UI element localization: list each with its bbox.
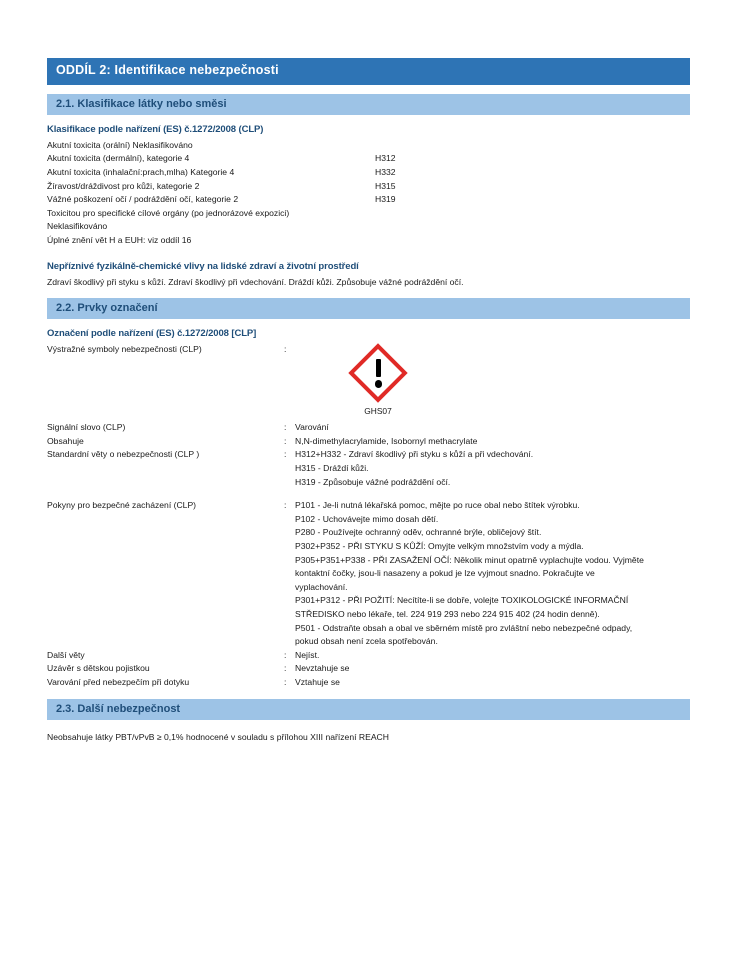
row-value [295, 649, 690, 663]
table-row [47, 139, 690, 153]
row-value [295, 499, 690, 649]
row-label: Pokyny pro bezpečné zacházení (CLP) [47, 500, 197, 511]
value-line: vyplachování. [295, 581, 348, 592]
colon: : [284, 422, 287, 433]
labelling-table [47, 343, 690, 689]
table-row [47, 499, 690, 649]
table-row [47, 649, 690, 663]
colon: : [284, 663, 287, 674]
value-line: P102 - Uchovávejte mimo dosah dětí. [295, 513, 439, 524]
colon: : [284, 435, 287, 446]
table-row [47, 207, 690, 221]
value-line: P301+P312 - PŘI POŽITÍ: Necítíte-li se dobře, volejte TOXIKOLOGICKÉ INFORMAČNÍ [295, 595, 629, 606]
pictogram-code: GHS07 [364, 406, 392, 417]
classification-heading: Klasifikace podle nařízení (ES) č.1272/2008 (CLP) [47, 123, 264, 135]
value-line: Vztahuje se [295, 676, 340, 687]
table-row [47, 193, 690, 207]
section-title-bar: ODDÍL 2: Identifikace nebezpečnosti [47, 58, 690, 85]
value-line: pokud obsah není zcela spotřebován. [295, 636, 438, 647]
row-value [295, 662, 690, 676]
value-line: P101 - Je-li nutná lékařská pomoc, mějte po ruce obal nebo štítek výrobku. [295, 500, 580, 511]
row-label: Uzávěr s dětskou pojistkou [47, 663, 150, 674]
colon: : [284, 676, 287, 687]
subsection-bar-2-2: 2.2. Prvky označení [47, 298, 690, 319]
subsection-bar-2-3: 2.3. Další nebezpečnost [47, 699, 690, 720]
colon: : [284, 649, 287, 660]
table-row [47, 234, 690, 248]
table-row [47, 448, 690, 489]
h-code: H312 [375, 153, 396, 164]
table-row [47, 180, 690, 194]
exclamation-mark-icon [348, 343, 408, 403]
h-code: H319 [375, 194, 396, 205]
h-code: H315 [375, 180, 396, 191]
row-label: Obsahuje [47, 435, 84, 446]
classification-text: Akutní toxicita (dermální), kategorie 4 [47, 153, 190, 164]
row-value [295, 435, 690, 449]
value-line: P280 - Používejte ochranný oděv, ochranné brýle, obličejový štít. [295, 527, 542, 538]
value-line: N,N-dimethylacrylamide, Isobornyl methacrylate [295, 435, 478, 446]
exclamation-dot [375, 380, 383, 388]
value-line: Varování [295, 422, 329, 433]
exclamation-bar [376, 359, 382, 377]
colon: : [284, 344, 287, 355]
table-row [47, 152, 690, 166]
row-label: Další věty [47, 649, 85, 660]
table-row [47, 662, 690, 676]
value-line: H315 - Dráždí kůži. [295, 463, 369, 474]
classification-text: Toxicitou pro specifické cílové orgány (po jednorázové expozici) [47, 207, 290, 218]
value-line: STŘEDISKO nebo lékaře, tel. 224 919 293 nebo 224 915 402 (24 hodin denně). [295, 609, 600, 619]
value-line: kontaktní čočky, jsou-li nasazeny a pokud je lze vyjmout snadno. Pokračujte ve [295, 568, 595, 579]
labelling-heading: Označení podle nařízení (ES) č.1272/2008 [CLP] [47, 328, 257, 340]
row-value [295, 421, 690, 435]
ghs-pictogram [342, 343, 414, 419]
h-code: H332 [375, 167, 396, 178]
classification-text: Žíravost/dráždivost pro kůži, kategorie 2 [47, 180, 200, 191]
table-row [47, 166, 690, 180]
value-line: Nevztahuje se [295, 663, 350, 674]
colon: : [284, 500, 287, 511]
pictogram-label: Výstražné symboly nebezpečnosti (CLP) [47, 344, 202, 355]
adverse-effects-heading: Nepříznivé fyzikálně-chemické vlivy na lidské zdraví a životní prostředí [47, 260, 359, 272]
table-row [47, 676, 690, 690]
classification-text: Akutní toxicita (orální) Neklasifikováno [47, 139, 193, 150]
row-value [295, 448, 690, 489]
value-line: Nejíst. [295, 649, 320, 660]
value-line: H312+H332 - Zdraví škodlivý při styku s kůží a při vdechování. [295, 449, 534, 460]
row-label: Varování před nebezpečím při dotyku [47, 676, 190, 687]
table-row-pictogram [47, 343, 690, 421]
value-line: P302+P352 - PŘI STYKU S KŮŽÍ: Omyjte velkým množstvím vody a mýdla. [295, 541, 584, 552]
classification-text: Neklasifikováno [47, 221, 108, 232]
classification-text: Vážné poškození očí / podráždění očí, kategorie 2 [47, 194, 239, 205]
value-line: P305+P351+P338 - PŘI ZASAŽENÍ OČÍ: Několik minut opatrně vyplachujte vodou. Vyjměte [295, 554, 644, 565]
value-line: P501 - Odstraňte obsah a obal ve sběrném místě pro zvláštní nebo nebezpečné odpady, [295, 622, 633, 633]
other-hazards-text: Neobsahuje látky PBT/vPvB ≥ 0,1% hodnocené v souladu s přílohou XIII nařízení REACH [47, 731, 389, 742]
row-value [295, 676, 690, 690]
row-label: Standardní věty o nebezpečnosti (CLP ) [47, 449, 200, 460]
exclamation-glyph [348, 343, 408, 403]
table-row [47, 421, 690, 435]
table-row [47, 435, 690, 449]
colon: : [284, 449, 287, 460]
subsection-bar-2-1: 2.1. Klasifikace látky nebo směsi [47, 94, 690, 115]
row-label: Signální slovo (CLP) [47, 422, 126, 433]
value-line: H319 - Způsobuje vážné podráždění očí. [295, 476, 451, 487]
table-row [47, 220, 690, 234]
classification-list [47, 139, 690, 248]
classification-text: Úplné znění vět H a EUH: viz oddíl 16 [47, 235, 192, 245]
classification-text: Akutní toxicita (inhalační:prach,mlha) Kategorie 4 [47, 167, 235, 178]
adverse-effects-text: Zdraví škodlivý při styku s kůží. Zdraví škodlivý při vdechování. Dráždí kůži. Způsobuje vážné podráždění očí. [47, 276, 464, 287]
